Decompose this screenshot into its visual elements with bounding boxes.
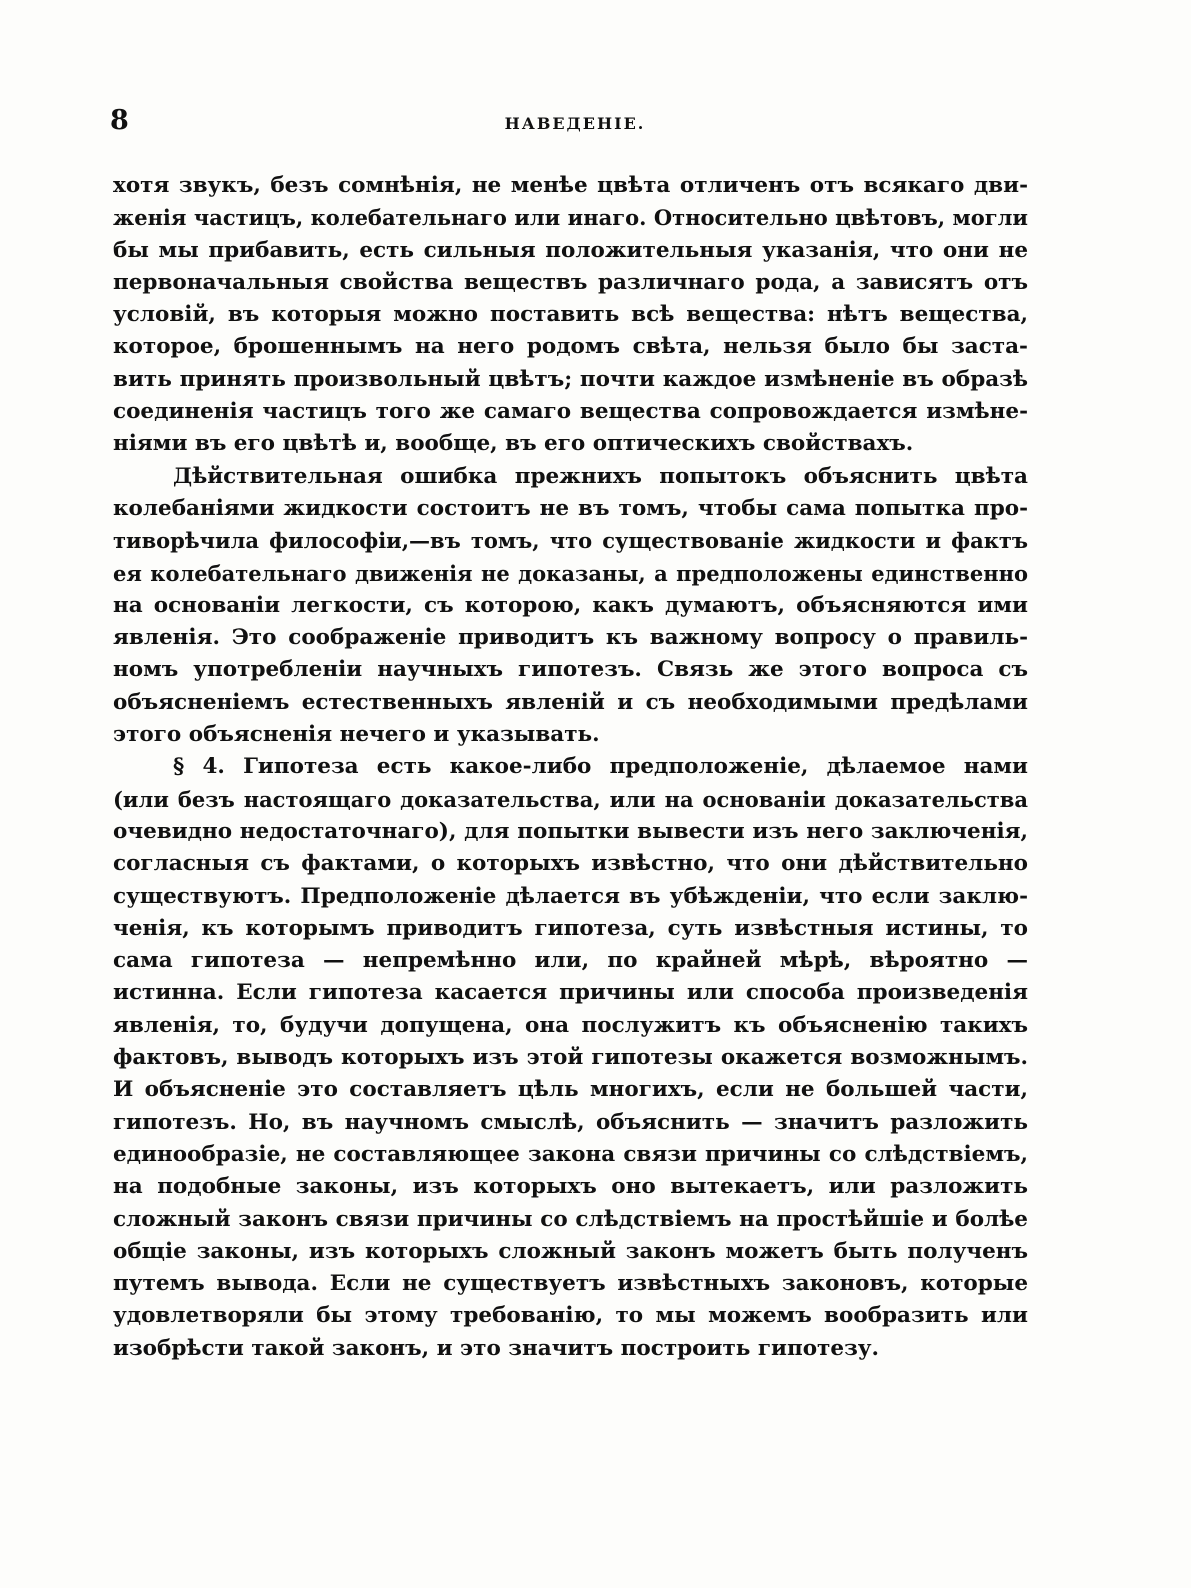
text-line: соединенія частицъ того же самаго вещества сопровождается измѣне- <box>113 399 1028 425</box>
text-line: фактовъ, выводъ которыхъ изъ этой гипотезы окажется возможнымъ. <box>113 1045 1028 1071</box>
text-line: явленія, то, будучи допущена, она послужитъ къ объясненію такихъ <box>113 1012 1028 1038</box>
page-number: 8 <box>110 105 129 136</box>
text-line: вить принять произвольный цвѣтъ; почти каждое измѣненіе въ образѣ <box>113 366 1028 392</box>
text-line: путемъ вывода. Если не существуетъ извѣстныхъ законовъ, которые <box>113 1271 1028 1297</box>
text-line: колебаніями жидкости состоитъ не въ томъ, чтобы сама попытка про- <box>113 495 1028 521</box>
text-line: объясненіемъ естественныхъ явленій и съ необходимыми предѣлами <box>113 689 1028 715</box>
text-line: истинна. Если гипотеза касается причины или способа произведенія <box>113 980 1028 1006</box>
text-line: И объясненіе это составляетъ цѣль многихъ, если не большей части, <box>113 1077 1028 1103</box>
text-line: женія частицъ, колебательнаго или инаго. Относительно цвѣтовъ, могли <box>113 205 1028 231</box>
text-line: § 4. Гипотеза есть какое-либо предположеніе, дѣлаемое нами <box>173 754 1028 780</box>
text-line: ніями въ его цвѣтѣ и, вообще, въ его оптическихъ свойствахъ. <box>113 431 914 457</box>
text-line: тиворѣчила философіи,—въ томъ, что существованіе жидкости и фактъ <box>113 528 1028 554</box>
text-line: изобрѣсти такой законъ, и это значитъ построить гипотезу. <box>113 1335 880 1361</box>
text-line: очевидно недостаточнаго), для попытки вывести изъ него заключенія, <box>113 818 1028 844</box>
text-line: удовлетворяли бы этому требованію, то мы можемъ вообразить или <box>113 1303 1028 1329</box>
text-line: условій, въ которыя можно поставить всѣ вещества: нѣтъ вещества, <box>113 302 1028 328</box>
text-line: этого объясненія нечего и указывать. <box>113 722 600 748</box>
paragraph-2 <box>113 461 1028 752</box>
text-line: ченія, къ которымъ приводитъ гипотеза, суть извѣстныя истины, то <box>113 915 1028 941</box>
text-line: ея колебательнаго движенія не доказаны, а предположены единственно <box>113 560 1028 586</box>
text-line: первоначальныя свойства веществъ различнаго рода, а зависятъ отъ <box>113 269 1028 295</box>
body-text <box>113 170 1028 1365</box>
text-line: существуютъ. Предположеніе дѣлается въ убѣжденіи, что если заклю- <box>113 883 1028 909</box>
text-line: бы мы прибавить, есть сильныя положительныя указанія, что они не <box>113 237 1028 263</box>
text-line: (или безъ настоящаго доказательства, или на основаніи доказательства <box>113 786 1028 812</box>
text-line: которое, брошеннымъ на него родомъ свѣта, нельзя было бы заста- <box>113 334 1028 360</box>
text-line: хотя звукъ, безъ сомнѣнія, не менѣе цвѣта отличенъ отъ всякаго дви- <box>113 173 1028 198</box>
paragraph-3 <box>113 751 1028 1365</box>
running-title: НАВЕДЕНІЕ. <box>504 114 646 133</box>
text-line: номъ употребленіи научныхъ гипотезъ. Связь же этого вопроса съ <box>113 657 1028 683</box>
text-line: общіе законы, изъ которыхъ сложный законъ можетъ быть полученъ <box>113 1238 1028 1264</box>
text-line: сама гипотеза — непремѣнно или, по крайней мѣрѣ, вѣроятно — <box>113 948 1028 974</box>
text-line: Дѣйствительная ошибка прежнихъ попытокъ объяснить цвѣта <box>173 463 1028 489</box>
text-line: единообразіе, не составляющее закона связи причины со слѣдствіемъ, <box>113 1141 1028 1167</box>
text-line: согласныя съ фактами, о которыхъ извѣстно, что они дѣйствительно <box>113 851 1028 877</box>
page-header <box>110 104 1040 138</box>
text-line: на основаніи легкости, съ которою, какъ думаютъ, объясняются ими <box>113 592 1028 618</box>
text-line: явленія. Это соображеніе приводитъ къ важному вопросу о правиль- <box>113 625 1028 651</box>
text-line: сложный законъ связи причины со слѣдствіемъ на простѣйшіе и болѣе <box>113 1206 1028 1232</box>
text-line: на подобные законы, изъ которыхъ оно вытекаетъ, или разложить <box>113 1174 1028 1200</box>
paragraph-1 <box>113 170 1028 461</box>
text-line: гипотезъ. Но, въ научномъ смыслѣ, объяснить — значитъ разложить <box>113 1109 1028 1135</box>
